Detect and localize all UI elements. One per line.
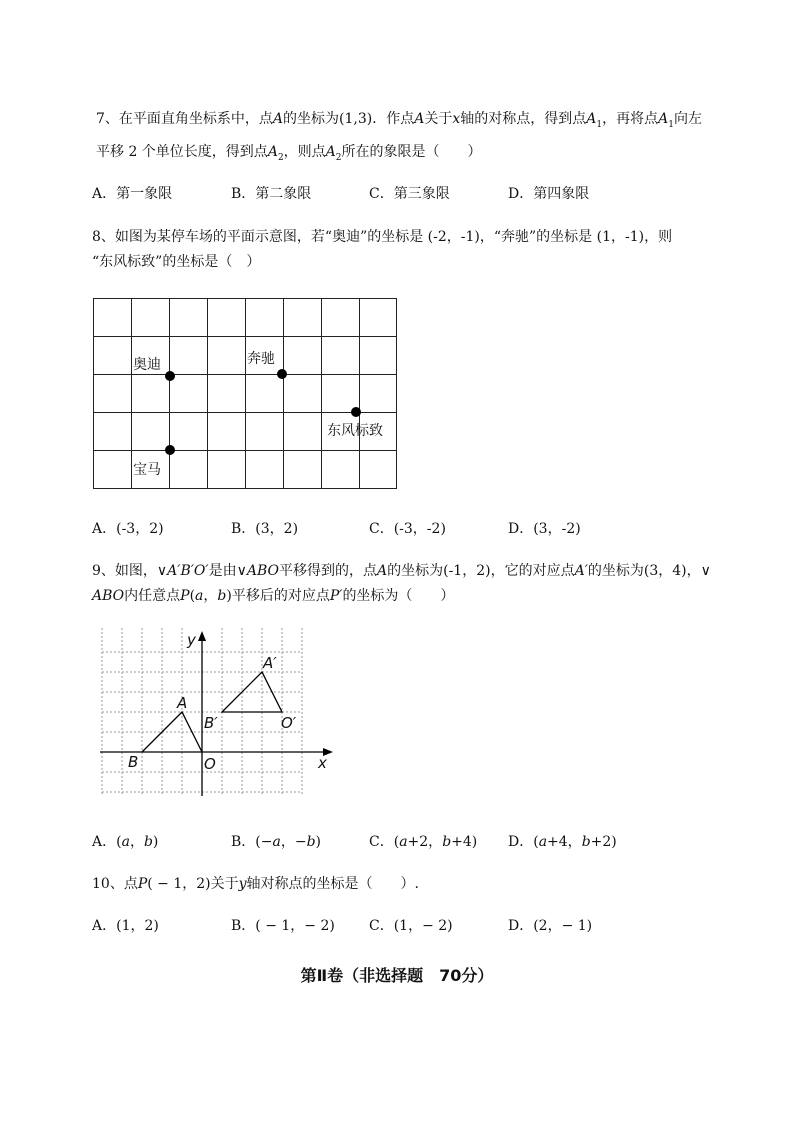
var-Pprime: P′ xyxy=(329,588,343,604)
coord: (1,3) xyxy=(339,111,373,127)
text: D．( xyxy=(508,834,539,850)
text: ，− xyxy=(280,834,307,850)
q9-option-a[interactable] xyxy=(92,831,158,851)
text: 的坐标为(3，4)，∨ xyxy=(587,563,711,579)
point-audi xyxy=(165,371,175,381)
var-y: y xyxy=(238,876,247,892)
text: ，则点 xyxy=(283,144,326,160)
var-A: A xyxy=(376,563,388,579)
text: 的坐标为（ ） xyxy=(342,588,455,604)
label-Bprime: B′ xyxy=(204,714,218,732)
var-P: P xyxy=(180,588,190,604)
var-b: b xyxy=(442,834,452,850)
q9-option-b[interactable] xyxy=(231,831,321,851)
triangle-abo: ABO xyxy=(92,588,125,604)
text: 平移得到的，点 xyxy=(278,563,377,579)
triangle-apbpop: ∨A′B′O′ xyxy=(156,563,209,579)
text: C．( xyxy=(369,834,400,850)
text: 7、在平面直角坐标系中，点 xyxy=(96,111,273,127)
var-A: A xyxy=(272,111,284,127)
text: +4) xyxy=(451,834,478,850)
text: ， xyxy=(129,834,144,850)
label-Aprime: A′ xyxy=(263,654,277,672)
q9-option-c[interactable] xyxy=(369,831,477,851)
label-Oprime: O′ xyxy=(281,714,297,732)
text: 的坐标为(-1，2)，它的对应点 xyxy=(387,563,575,579)
text: +2， xyxy=(407,834,443,850)
translation-figure xyxy=(96,628,336,800)
q8-option-b[interactable]: B．(3，2) xyxy=(231,521,299,537)
text: ( xyxy=(189,588,196,604)
y-axis-arrow-icon xyxy=(198,631,206,641)
text: ( − 1，2)关于 xyxy=(147,876,239,892)
label-peugeot: 东风标致 xyxy=(327,423,383,439)
text: 轴对称点的坐标是（ ）. xyxy=(246,876,419,892)
label-x: x xyxy=(318,754,327,772)
label-O: O xyxy=(204,755,216,773)
subscript: 2 xyxy=(335,152,342,163)
var-b: b xyxy=(581,834,591,850)
label-y: y xyxy=(187,631,196,649)
label-bmw: 宝马 xyxy=(133,462,161,478)
q10-option-c[interactable]: C．(1，− 2) xyxy=(369,918,453,934)
text: 的坐标为 xyxy=(283,111,340,127)
label-A: A xyxy=(177,694,188,712)
section-2-title: 第Ⅱ卷（非选择题 70分） xyxy=(300,966,494,985)
q7-option-a[interactable]: A．第一象限 xyxy=(92,186,173,202)
point-bmw xyxy=(165,445,175,455)
text: +2) xyxy=(590,834,617,850)
var-a: a xyxy=(399,834,408,850)
label-audi: 奥迪 xyxy=(133,357,161,373)
point-benz xyxy=(277,369,287,379)
q10-option-a[interactable]: A．(1，2) xyxy=(92,918,159,934)
text: B．(− xyxy=(231,834,273,850)
q8-line2: “东风标致”的坐标是（ ） xyxy=(92,254,261,270)
var-P: P xyxy=(137,876,148,892)
text: 平移 2 个单位长度，得到点 xyxy=(96,144,268,160)
var-A2: A xyxy=(325,144,336,160)
var-x: x xyxy=(452,111,461,127)
label-benz: 奔驰 xyxy=(247,351,275,367)
text: 内任意点 xyxy=(124,588,181,604)
var-A1: A xyxy=(586,111,597,127)
text: ．作点 xyxy=(372,111,415,127)
text: 9、如图， xyxy=(92,563,157,579)
var-b: b xyxy=(143,834,153,850)
subscript: 1 xyxy=(668,119,674,130)
q7-option-b[interactable]: B．第二象限 xyxy=(231,186,312,202)
var-b: b xyxy=(217,588,227,604)
parking-grid xyxy=(94,299,397,489)
subscript: 1 xyxy=(596,119,603,130)
q8-line1: 8、如图为某停车场的平面示意图，若“奥迪”的坐标是 (-2，-1)，“奔驰”的坐标是 (1，-1)，则 xyxy=(92,229,673,245)
q8-option-c[interactable]: C．(-3，-2) xyxy=(369,521,446,537)
q9-line2 xyxy=(92,585,454,605)
q7-line1 xyxy=(96,108,702,130)
text: 是由 xyxy=(208,563,237,579)
var-A: A xyxy=(414,111,425,127)
text: ，再将点 xyxy=(602,111,659,127)
triangle-abo: ∨ABO xyxy=(236,563,279,579)
q8-option-a[interactable]: A．(-3，2) xyxy=(92,521,164,537)
label-B: B xyxy=(128,753,139,771)
text: )平移后的对应点 xyxy=(226,588,330,604)
text: 10、点 xyxy=(92,876,138,892)
q10-option-d[interactable]: D．(2，− 1) xyxy=(508,918,593,934)
text: 轴的对称点，得到点 xyxy=(460,111,587,127)
var-A1: A xyxy=(658,111,669,127)
subscript: 2 xyxy=(277,152,284,163)
text: 关于 xyxy=(424,111,453,127)
var-a: a xyxy=(195,588,204,604)
point-peugeot xyxy=(351,407,361,417)
parking-lot-figure xyxy=(90,294,402,490)
var-a: a xyxy=(121,834,130,850)
q7-option-c[interactable]: C．第三象限 xyxy=(369,186,450,202)
var-b: b xyxy=(306,834,316,850)
text: A．( xyxy=(92,834,122,850)
q9-option-d[interactable] xyxy=(508,831,617,851)
q10-line xyxy=(92,873,419,893)
text: 向左 xyxy=(674,111,702,127)
q8-option-d[interactable]: D．(3，-2) xyxy=(508,521,581,537)
text: ) xyxy=(315,834,322,850)
var-Aprime: A′ xyxy=(574,563,588,579)
text: ) xyxy=(152,834,159,850)
q10-option-b[interactable]: B．( − 1，− 2) xyxy=(231,918,335,934)
var-a: a xyxy=(272,834,281,850)
q9-line1 xyxy=(92,560,711,580)
var-a: a xyxy=(538,834,548,850)
text: 所在的象限是（ ） xyxy=(341,144,482,160)
text: ， xyxy=(203,588,218,604)
q7-line2 xyxy=(96,141,482,163)
q7-option-d[interactable]: D．第四象限 xyxy=(508,186,590,202)
text: +4， xyxy=(547,834,582,850)
var-A2: A xyxy=(267,144,278,160)
